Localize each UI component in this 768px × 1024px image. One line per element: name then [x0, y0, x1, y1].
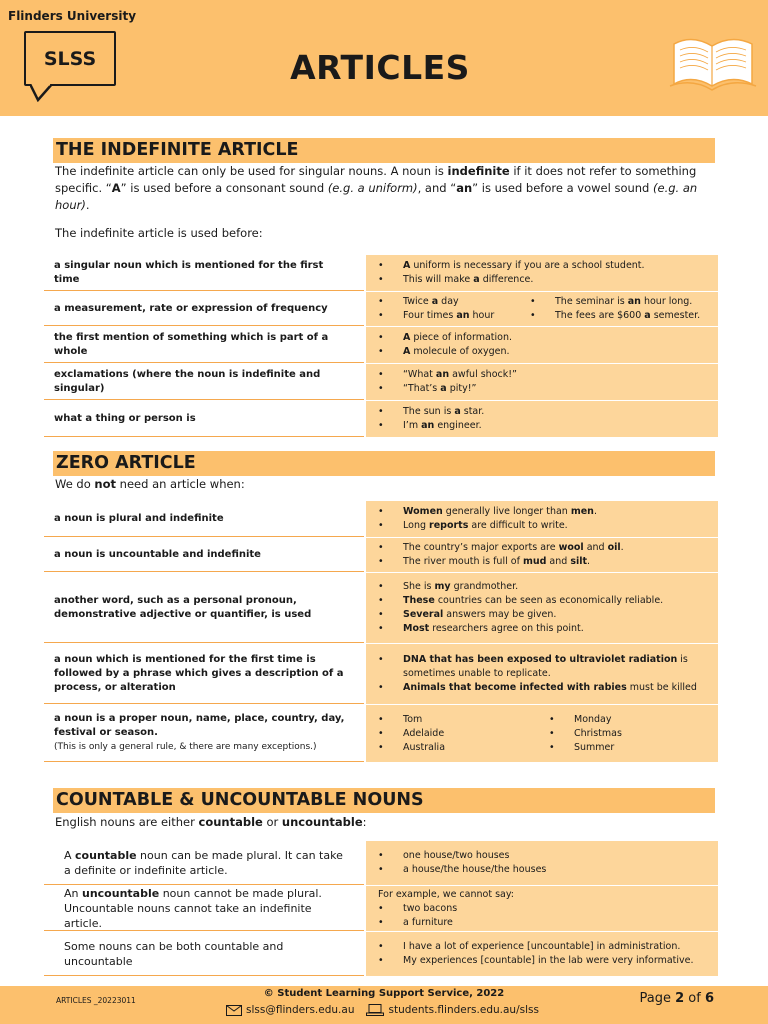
table-row — [44, 644, 718, 704]
list-item: • She is my grandmother. — [376, 580, 718, 594]
email-icon — [226, 1005, 242, 1016]
list-item: • Twice a day — [376, 295, 528, 309]
table-row — [44, 255, 718, 291]
list-item: • Summer — [547, 741, 718, 755]
copyright: © Student Learning Support Service, 2022 — [263, 988, 505, 999]
countable-intro: English nouns are either countable or uncountable: — [55, 815, 367, 829]
table-row — [44, 327, 718, 363]
list-item: • This will make a difference. — [376, 273, 718, 287]
page-footer — [0, 986, 768, 1024]
list-item: • Australia — [376, 741, 547, 755]
rule-label: a noun which is mentioned for the first time is followed by a phrase which gives a description of a process, or alteration — [44, 644, 364, 704]
section-heading-zero: ZERO ARTICLE — [53, 451, 715, 476]
slss-logo-text: SLSS — [43, 47, 97, 70]
email-link[interactable]: slss@flinders.edu.au — [246, 1004, 355, 1016]
list-item: • Tom — [376, 713, 547, 727]
list-item: • “What an awful shock!” — [376, 368, 718, 382]
section-heading-indefinite: THE INDEFINITE ARTICLE — [53, 138, 715, 163]
rule-label: a singular noun which is mentioned for the first time — [44, 255, 364, 291]
example-cell — [366, 573, 718, 643]
list-item: • The country’s major exports are wool and oil. — [376, 541, 718, 555]
list-item: • Women generally live longer than men. — [376, 505, 718, 519]
list-item: • A molecule of oxygen. — [376, 345, 718, 359]
list-item: • Long reports are difficult to write. — [376, 519, 718, 533]
contact-info — [226, 1004, 539, 1016]
rule-label: another word, such as a personal pronoun, demonstrative adjective or quantifier, is used — [44, 573, 364, 643]
list-item: • one house/two houses — [376, 849, 718, 863]
list-item: • a furniture — [376, 916, 718, 930]
open-book-icon — [666, 28, 758, 94]
table-row — [44, 292, 718, 326]
table-row — [44, 841, 718, 885]
document-code: ARTICLES _20223011 — [56, 996, 136, 1005]
rule-label: A countable noun can be made plural. It can take a definite or indefinite article. — [44, 841, 364, 885]
list-item: • The seminar is an hour long. — [528, 295, 718, 309]
rule-note: (This is only a general rule, & there are many exceptions.) — [54, 742, 317, 752]
example-cell — [366, 501, 718, 537]
laptop-icon — [366, 1004, 384, 1016]
website-link[interactable]: students.flinders.edu.au/slss — [388, 1004, 539, 1016]
list-item: • Most researchers agree on this point. — [376, 622, 718, 636]
example-cell — [366, 401, 718, 437]
example-cell — [366, 705, 718, 762]
list-item: • These countries can be seen as economically reliable. — [376, 594, 718, 608]
university-name: Flinders University — [8, 9, 137, 23]
example-cell — [366, 841, 718, 885]
page-title: ARTICLES — [290, 48, 470, 87]
page-number: Page 2 of 6 — [639, 991, 714, 1006]
indefinite-used-before: The indefinite article is used before: — [55, 226, 263, 240]
list-item: • I have a lot of experience [uncountable] in administration. — [376, 940, 718, 954]
list-item: • Animals that become infected with rabies must be killed — [376, 681, 718, 695]
example-cell — [366, 886, 718, 931]
example-cell — [366, 538, 718, 572]
rule-label: the first mention of something which is part of a whole — [44, 327, 364, 363]
list-item: • “That’s a pity!” — [376, 382, 718, 396]
table-row — [44, 401, 718, 437]
rule-label: Some nouns can be both countable and uncountable — [44, 932, 364, 976]
table-row — [44, 573, 718, 643]
rule-label: a measurement, rate or expression of frequency — [44, 292, 364, 326]
example-intro: For example, we cannot say: — [378, 888, 514, 900]
table-row — [44, 932, 718, 976]
table-row — [44, 538, 718, 572]
indefinite-intro: The indefinite article can only be used for singular nouns. A noun is indefinite if it does not refer to something specific. “A” is used before a consonant sound (e.g. a uniform), and “an” is used before a vowel sound (e.g. an hour). — [55, 164, 698, 212]
list-item: • The fees are $600 a semester. — [528, 309, 718, 323]
list-item: • Adelaide — [376, 727, 547, 741]
list-item: • Several answers may be given. — [376, 608, 718, 622]
example-cell — [366, 932, 718, 976]
table-row — [44, 501, 718, 537]
rule-label: what a thing or person is — [44, 401, 364, 437]
rule-label: An uncountable noun cannot be made plural. Uncountable nouns cannot take an indefinite article. — [44, 886, 364, 931]
page-header — [0, 0, 768, 116]
list-item: • two bacons — [376, 902, 718, 916]
list-item: • DNA that has been exposed to ultraviolet radiation is sometimes unable to replicate. — [376, 653, 718, 681]
table-row — [44, 705, 718, 762]
list-item: • a house/the house/the houses — [376, 863, 718, 877]
list-item: • The sun is a star. — [376, 405, 718, 419]
rule-label: a noun is uncountable and indefinite — [44, 538, 364, 572]
example-cell — [366, 364, 718, 400]
rule-label: exclamations (where the noun is indefinite and singular) — [44, 364, 364, 400]
example-cell — [366, 292, 718, 326]
table-row — [44, 886, 718, 931]
list-item: • Four times an hour — [376, 309, 528, 323]
list-item: • I’m an engineer. — [376, 419, 718, 433]
section-heading-countable: COUNTABLE & UNCOUNTABLE NOUNS — [53, 788, 715, 813]
list-item: • A piece of information. — [376, 331, 718, 345]
example-cell — [366, 255, 718, 291]
list-item: • My experiences [countable] in the lab were very informative. — [376, 954, 718, 968]
example-cell — [366, 644, 718, 704]
list-item: • The river mouth is full of mud and silt. — [376, 555, 718, 569]
list-item: • Christmas — [547, 727, 718, 741]
rule-label: a noun is plural and indefinite — [44, 501, 364, 537]
list-item: • A uniform is necessary if you are a school student. — [376, 259, 718, 273]
example-cell — [366, 327, 718, 363]
list-item: • Monday — [547, 713, 718, 727]
rule-label: a noun is a proper noun, name, place, country, day, festival or season. (This is only a general rule, & there are many exceptions.) — [44, 705, 364, 762]
zero-intro: We do not need an article when: — [55, 477, 245, 491]
table-row — [44, 364, 718, 400]
